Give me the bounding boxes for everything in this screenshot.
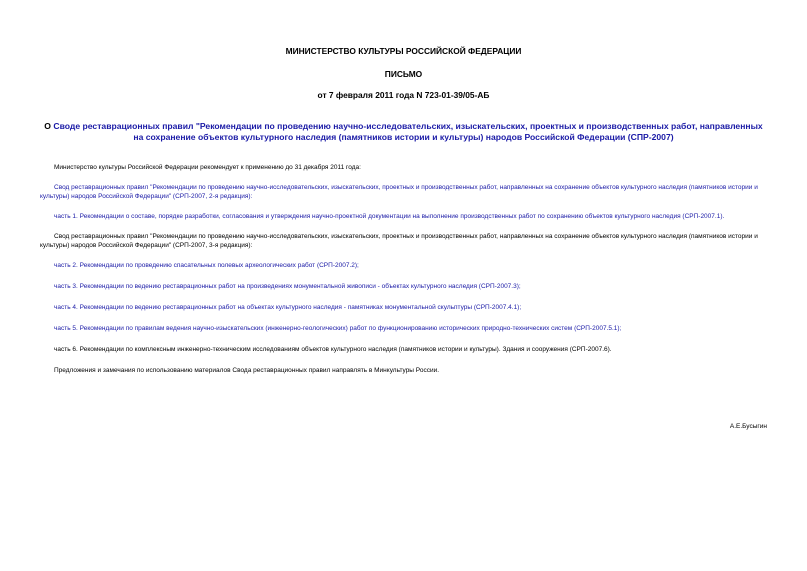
subject-link[interactable]: Своде реставрационных правил "Рекомендации по проведению научно-исследовательских, изыскательских, проектных и производственных работ, направленных на сохранение объектов культурного наследия (памятников истории и культуры) народов Российской Федерации (СПР-2007) [53, 121, 763, 142]
paragraph-link-part5[interactable]: часть 5. Рекомендации по правилам ведения научно-изыскательских (инженерно-геологических) работ по функционированию исторических природно-технических систем (СРП-2007.5.1); [54, 325, 622, 332]
paragraph-link-part4[interactable]: часть 4. Рекомендации по ведению реставрационных работ на объектах культурного наследия - памятниках монументальной скульптуры (СРП-2007.4.1); [54, 304, 522, 311]
paragraph-srp2007-3: Свод реставрационных правил "Рекомендации по проведению научно-исследовательских, изыскательских, проектных и производственных работ, направленных на сохранение объектов культурного наследия (памятников истории и культуры) народов Российской Федерации" (СРП-2007, 3-я редакция): [40, 233, 758, 249]
ministry-heading: МИНИСТЕРСТВО КУЛЬТУРЫ РОССИЙСКОЙ ФЕДЕРАЦИИ [285, 46, 522, 56]
paragraph-feedback: Предложения и замечания по использованию материалов Свода реставрационных правил направлять в Минкультуры России. [54, 367, 440, 374]
document-body [40, 163, 767, 375]
subject-prefix: О [44, 121, 54, 131]
date-number-heading: от 7 февраля 2011 года N 723-01-39/05-АБ [317, 90, 490, 100]
paragraph-part6: часть 6. Рекомендации по комплексным инженерно-техническим исследованиям объектов культурного наследия (памятников истории и культуры). Здания и сооружения (СРП-2007.6). [54, 346, 612, 353]
signature: А.Е.Бусыгин [729, 423, 767, 430]
paragraph-link-part1[interactable]: часть 1. Рекомендации о составе, порядке разработки, согласования и утверждения научно-проектной документации на выполнение производственных работ по сохранению объектов культурного наследия (СРП-2007.1). [54, 213, 725, 220]
paragraph-link-srp2007-2[interactable]: Свод реставрационных правил "Рекомендации по проведению научно-исследовательских, изыскательских, проектных и производственных работ, направленных на сохранение объектов культурного наследия (памятников истории и культуры) народов Российской Федерации" (СРП-2007, 2-я редакция): [40, 184, 758, 200]
document-subject [40, 121, 767, 143]
document-type-heading: ПИСЬМО [384, 69, 423, 79]
paragraph-link-part3[interactable]: часть 3. Рекомендации по ведению реставрационных работ на произведениях монументальной живописи - объектах культурного наследия (СРП-2007.3); [54, 283, 521, 290]
paragraph-intro: Министерство культуры Российской Федерации рекомендует к применению до 31 декабря 2011 года: [54, 164, 361, 171]
paragraph-link-part2[interactable]: часть 2. Рекомендации по проведению спасательных полевых археологических работ (СРП-2007.2); [54, 262, 359, 269]
